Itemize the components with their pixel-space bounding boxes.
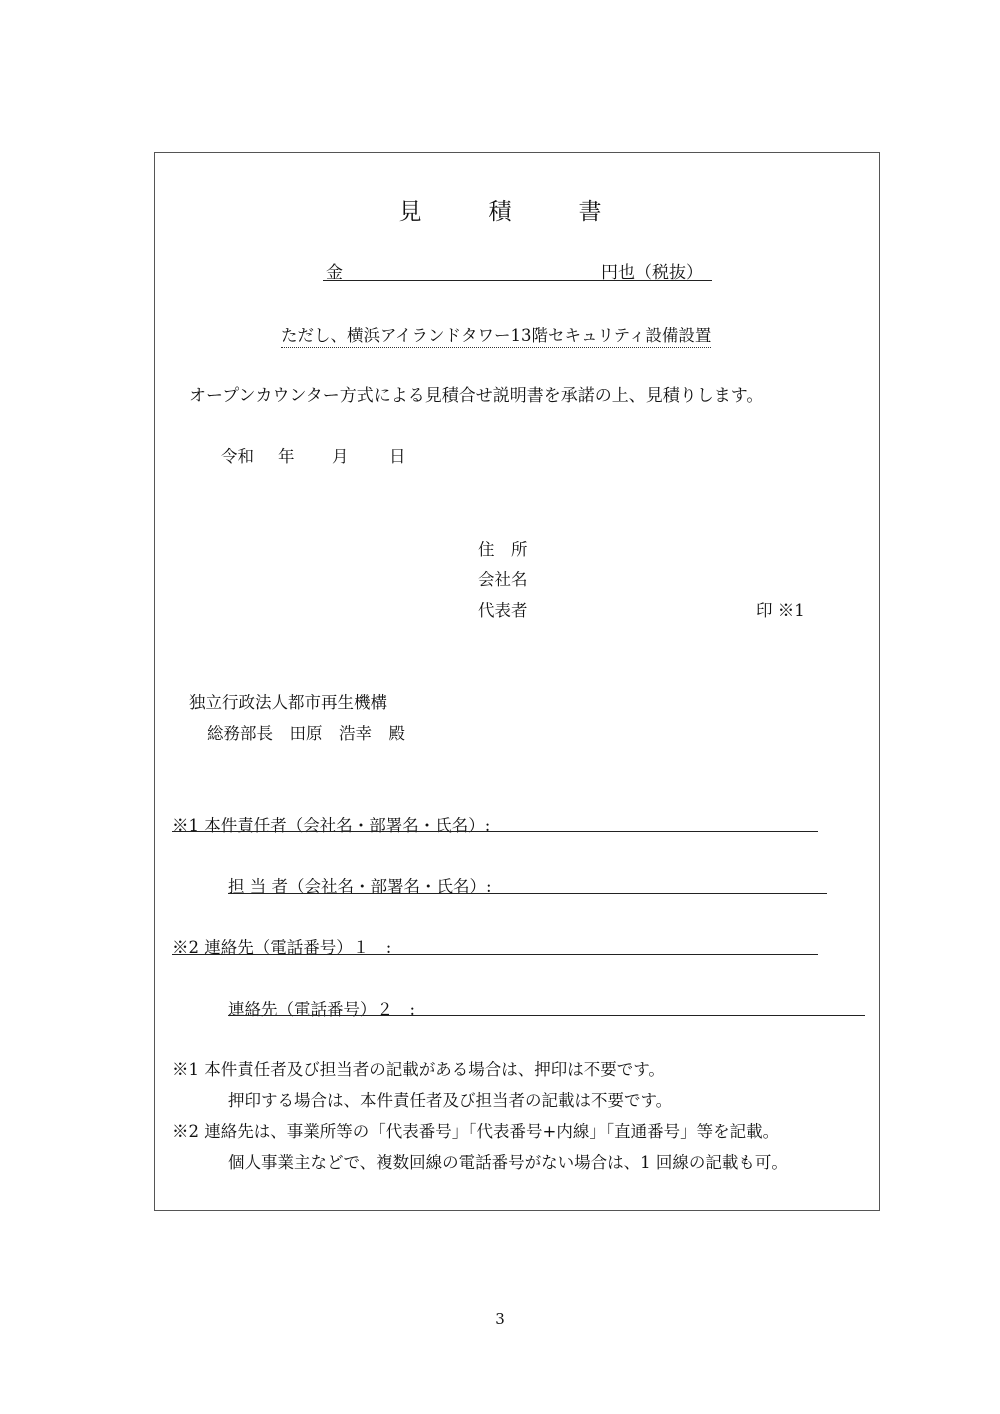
note-2: ※2 連絡先は、事業所等の「代表番号」「代表番号+内線」「直通番号」等を記載。	[172, 1122, 780, 1141]
title-char-1: 見	[398, 199, 422, 225]
page-number: 3	[495, 1310, 505, 1328]
subject-line: ただし、横浜アイランドタワー13階セキュリティ設備設置	[281, 322, 711, 348]
note-1: ※1 本件責任者及び担当者の記載がある場合は、押印は不要です。	[172, 1060, 665, 1079]
date-month-label: 月	[332, 447, 349, 466]
contact-phone-1-field[interactable]	[172, 954, 818, 955]
note-1-continued: 押印する場合は、本件責任者及び担当者の記載は不要です。	[228, 1091, 673, 1110]
seal-label: 印 ※1	[756, 601, 805, 620]
title-char-3: 書	[578, 199, 602, 225]
recipient-person: 総務部長 田原 浩幸 殿	[207, 724, 405, 743]
document-frame	[154, 152, 880, 1211]
note-2-continued: 個人事業主などで、複数回線の電話番号がない場合は、1 回線の記載も可。	[228, 1153, 788, 1172]
responsible-person-field[interactable]	[172, 831, 818, 832]
staff-label: 担 当 者（会社名・部署名・氏名）:	[228, 877, 492, 896]
staff-field[interactable]	[228, 893, 827, 894]
statement-text: オープンカウンター方式による見積合せ説明書を承諾の上、見積りします。	[189, 386, 764, 406]
amount-underline	[323, 280, 712, 281]
date-era: 令和	[221, 447, 254, 466]
contact-phone-2-label: 連絡先（電話番号）２ :	[228, 1000, 416, 1019]
contact-phone-2-field[interactable]	[228, 1015, 865, 1016]
date-year-label: 年	[278, 447, 295, 466]
amount-prefix: 金	[326, 263, 343, 283]
contact-phone-1-label: ※2 連絡先（電話番号）１ :	[172, 938, 392, 957]
date-day-label: 日	[389, 447, 406, 466]
amount-suffix: 円也（税抜）	[601, 263, 703, 283]
document-title	[0, 193, 1000, 226]
responsible-person-label: ※1 本件責任者（会社名・部署名・氏名）:	[172, 816, 491, 835]
title-char-2: 積	[488, 199, 512, 225]
company-name-label: 会社名	[478, 570, 528, 589]
recipient-organization: 独立行政法人都市再生機構	[189, 693, 387, 712]
representative-label: 代表者	[478, 601, 528, 620]
address-label: 住 所	[478, 540, 528, 559]
